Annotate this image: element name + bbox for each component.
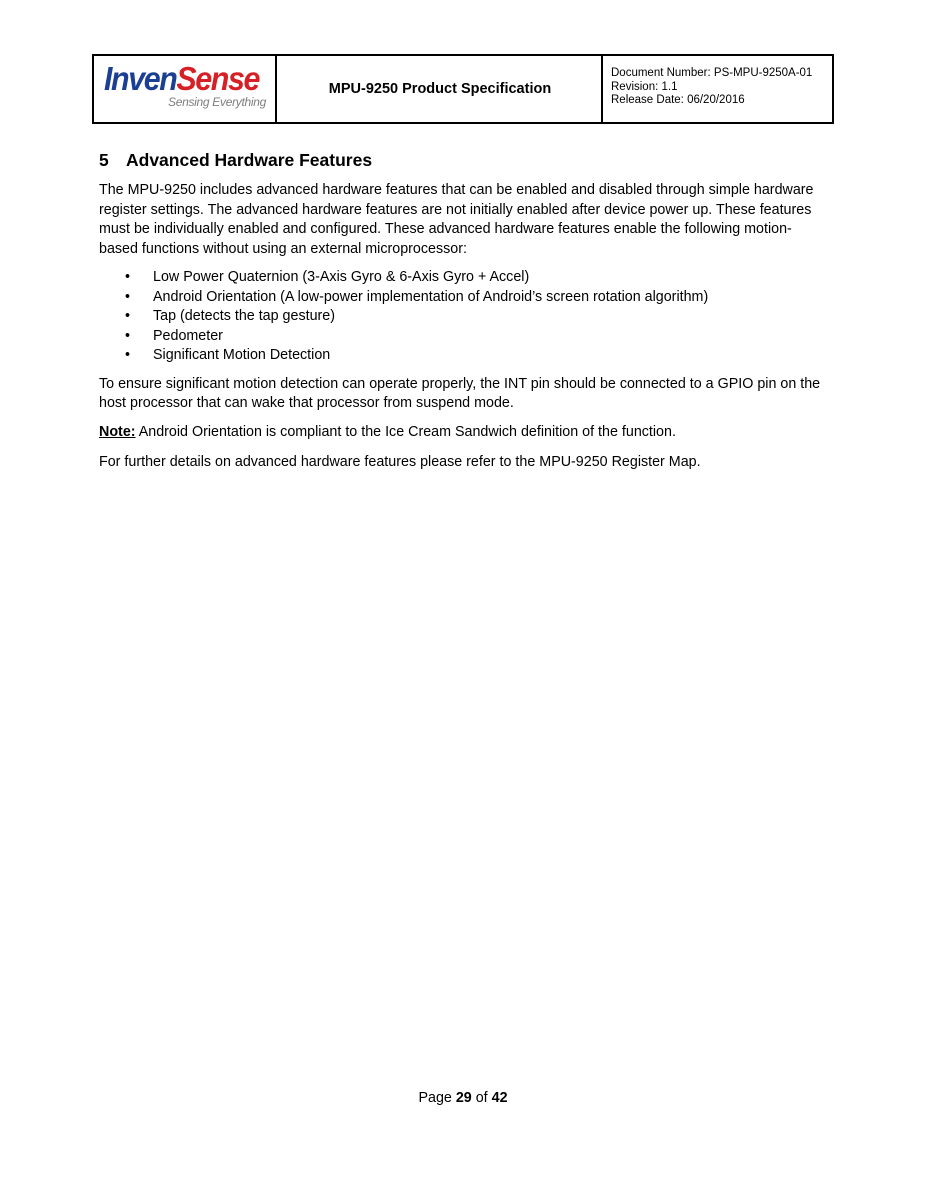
intro-paragraph: The MPU-9250 includes advanced hardware features that can be enabled and disabled through simple hardware register settings. The advanced hardware features are not initially enabled after device power up. These features must be individually enabled and configured. These advanced hardware features enable the following motion-based functions without using an external microprocessor: (99, 182, 814, 257)
feature-list (99, 268, 829, 366)
list-item-text: Low Power Quaternion (3-Axis Gyro & 6-Axis Gyro + Accel) (153, 269, 530, 285)
logo-wordmark (104, 60, 259, 98)
list-item-text: Tap (detects the tap gesture) (153, 308, 335, 325)
section-number: 5 (99, 150, 109, 170)
company-logo (94, 56, 277, 122)
logo-brand-part2: Sense (176, 60, 259, 97)
section-body (99, 181, 829, 473)
section-heading (99, 150, 372, 171)
list-item (99, 268, 829, 288)
section-title: Advanced Hardware Features (126, 150, 373, 170)
logo-tagline: Sensing Everything (168, 95, 266, 109)
list-item-text: Android Orientation (A low-power implementation of Android’s screen rotation algorithm) (153, 288, 709, 305)
page-header (92, 54, 834, 124)
bullet-icon: • (125, 347, 131, 364)
note-paragraph (99, 423, 829, 443)
document-title: MPU-9250 Product Specification (277, 56, 603, 122)
document-info (603, 56, 832, 122)
revision: Revision: 1.1 (611, 80, 678, 93)
list-item (99, 327, 829, 347)
list-item (99, 288, 829, 308)
list-item-text: Significant Motion Detection (153, 347, 331, 364)
document-number: Document Number: PS-MPU-9250A-01 (611, 67, 813, 79)
further-details-paragraph: For further details on advanced hardware features please refer to the MPU-9250 Register Map. (99, 454, 701, 471)
list-item (99, 307, 829, 327)
logo-brand-part1: Inven (104, 60, 177, 97)
page-word: Page (418, 1090, 456, 1106)
bullet-icon: • (125, 288, 131, 305)
page-footer (0, 1090, 926, 1106)
total-pages: 42 (491, 1090, 508, 1106)
bullet-icon: • (125, 269, 131, 285)
page-number: 29 (455, 1090, 472, 1106)
release-date: Release Date: 06/20/2016 (611, 94, 745, 106)
bullet-icon: • (125, 308, 131, 325)
of-word: of (471, 1090, 492, 1106)
note-label: Note: (99, 423, 136, 440)
int-pin-paragraph: To ensure significant motion detection can operate properly, the INT pin should be connected to a GPIO pin on the host processor that can wake that processor from suspend mode. (99, 375, 821, 412)
note-text: Android Orientation is compliant to the Ice Cream Sandwich definition of the function. (135, 423, 676, 440)
list-item-text: Pedometer (153, 327, 223, 344)
list-item (99, 346, 829, 366)
bullet-icon: • (125, 327, 131, 344)
